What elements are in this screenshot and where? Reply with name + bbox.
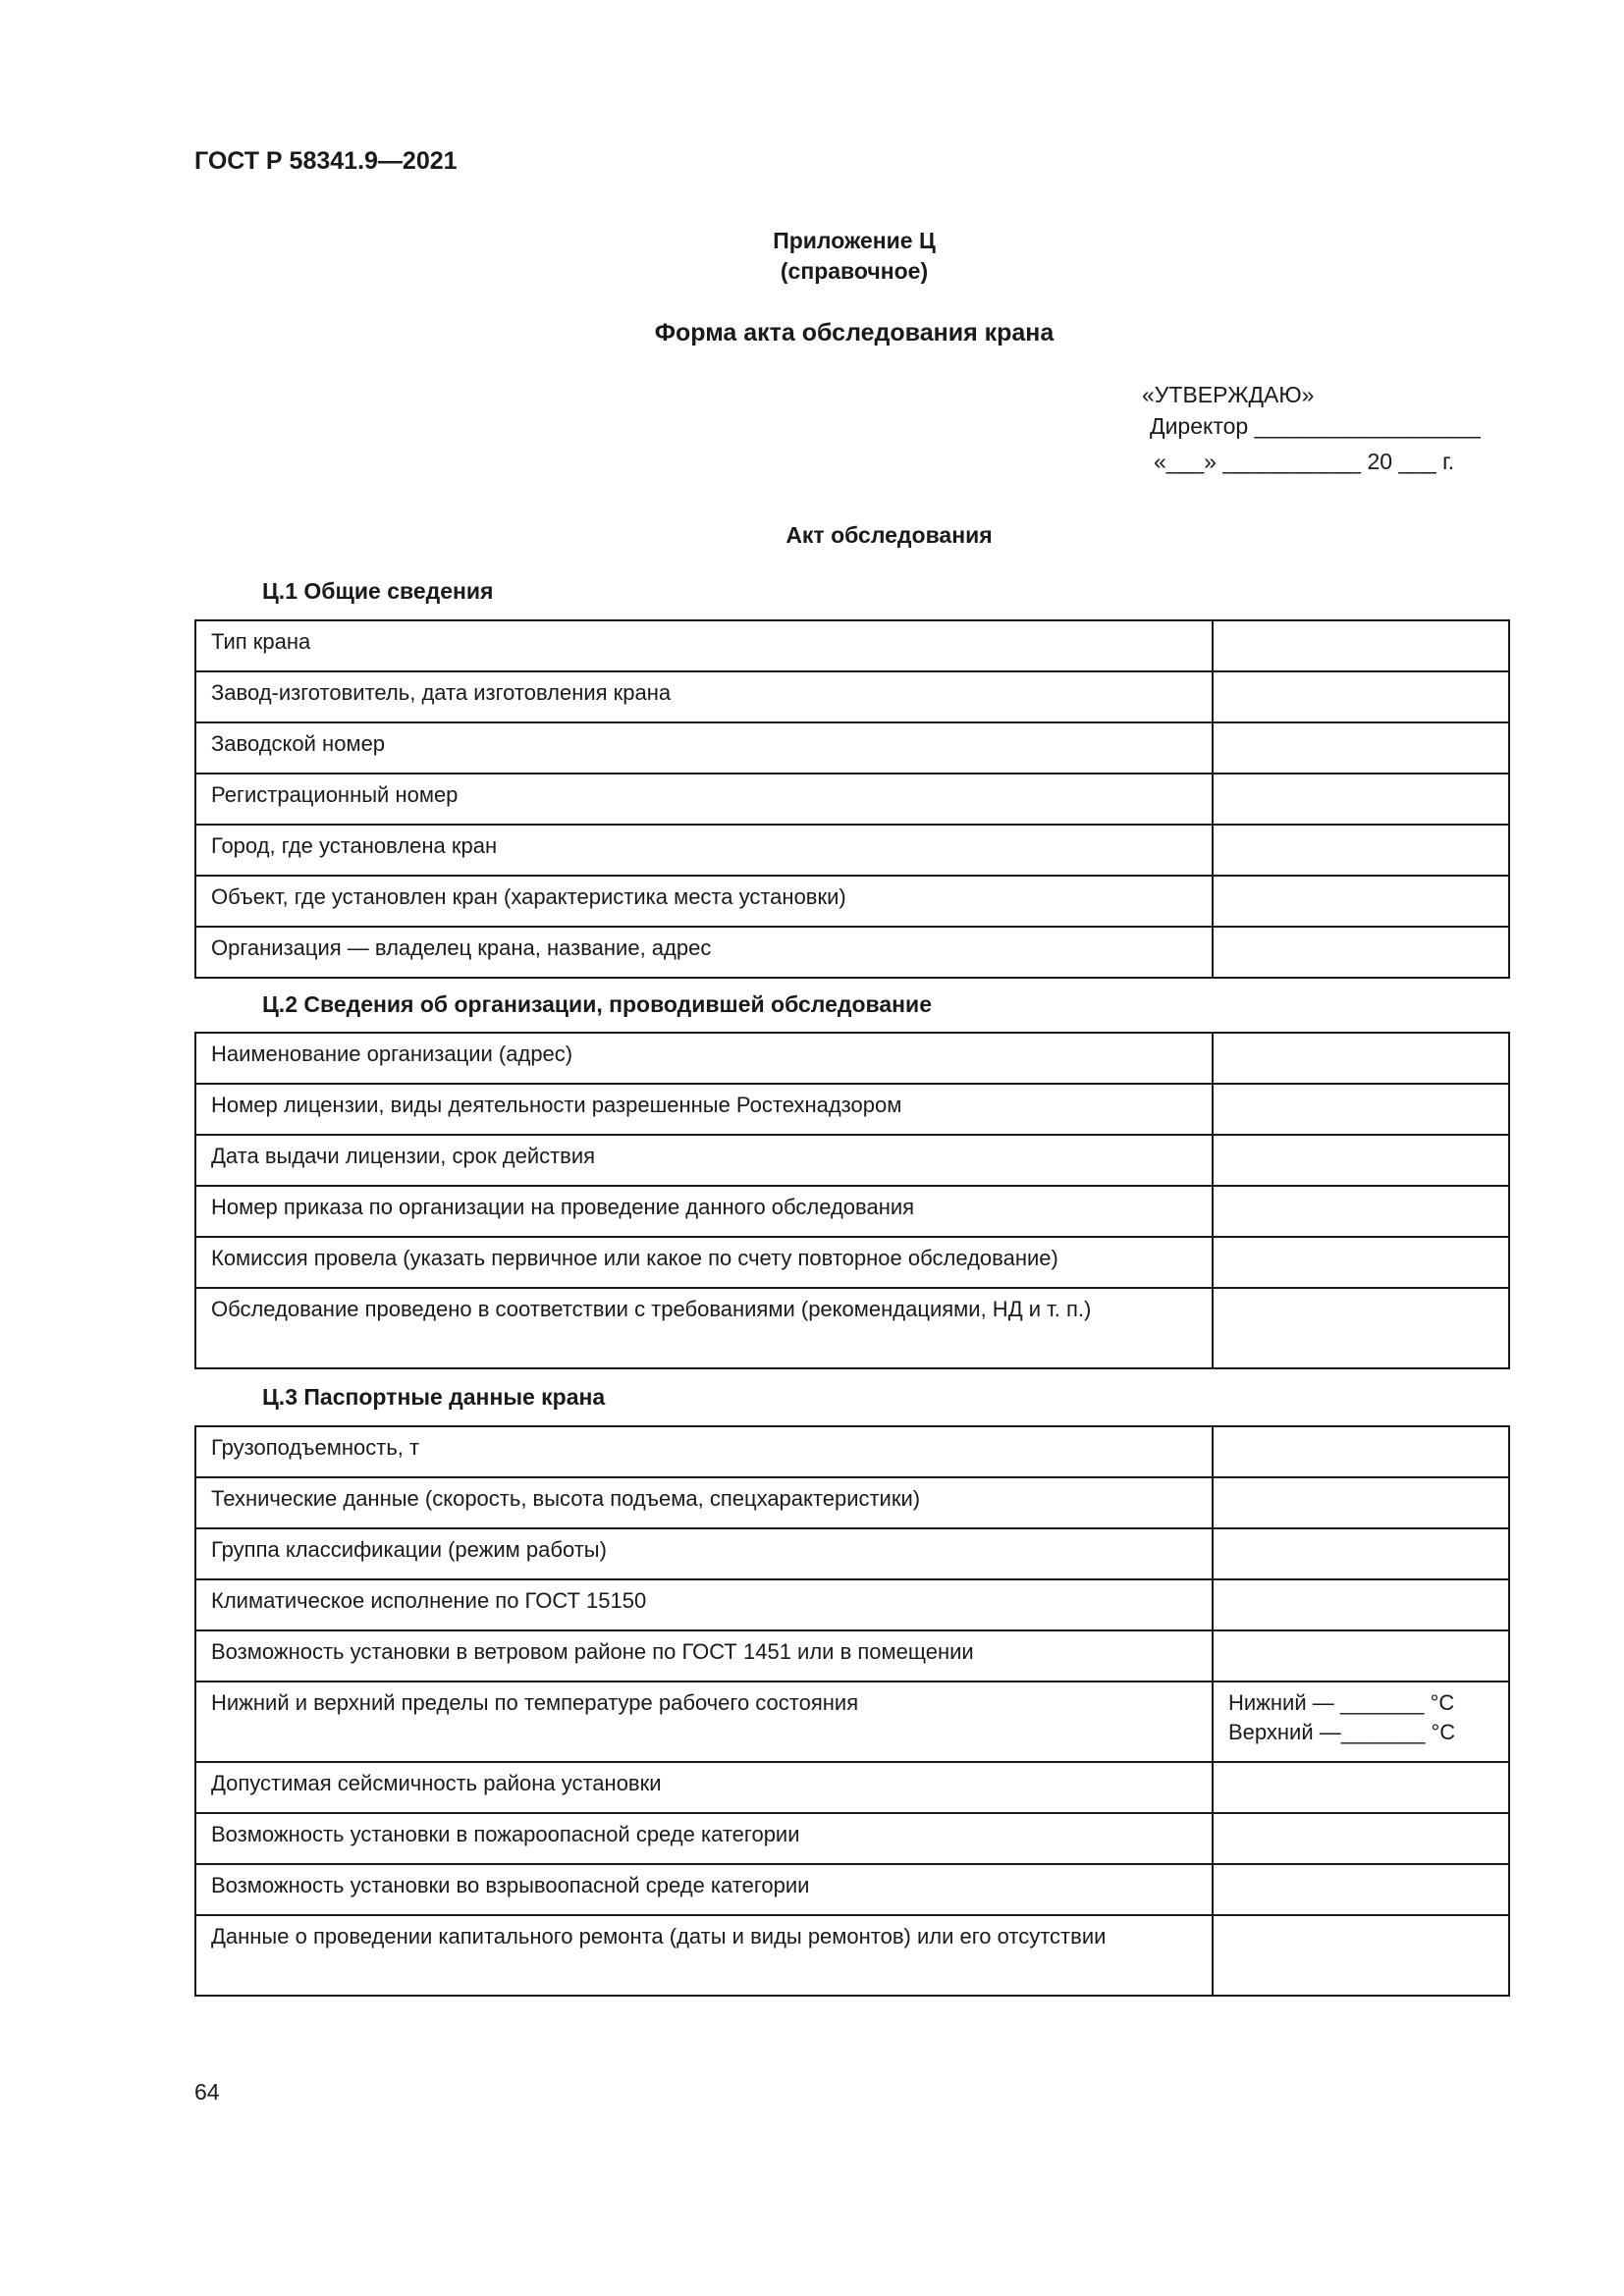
temperature-high-field: Верхний —_______ °С <box>1228 1720 1456 1744</box>
row-label: Группа классификации (режим работы) <box>195 1528 1213 1579</box>
appendix-title: Приложение Ц <box>773 228 936 253</box>
value-cell <box>1213 825 1509 876</box>
value-cell <box>1213 1762 1509 1813</box>
table-row <box>195 1477 1509 1528</box>
value-cell <box>1213 1135 1509 1186</box>
table-row <box>195 1762 1509 1813</box>
value-cell <box>1213 1813 1509 1864</box>
approval-director-line: Директор __________________ <box>1150 413 1481 439</box>
section-1-heading: Ц.1 Общие сведения <box>262 578 494 604</box>
table-row <box>195 1682 1509 1762</box>
table-row <box>195 671 1509 722</box>
section-1-table <box>194 619 1510 979</box>
value-cell <box>1213 1084 1509 1135</box>
value-cell <box>1213 927 1509 978</box>
row-label: Возможность установки в ветровом районе по ГОСТ 1451 или в помещении <box>195 1630 1213 1682</box>
value-cell <box>1213 620 1509 671</box>
act-title: Акт обследования <box>785 522 993 548</box>
table-row <box>195 1426 1509 1477</box>
value-cell <box>1213 1915 1509 1996</box>
table-row <box>195 1288 1509 1368</box>
value-cell <box>1213 1528 1509 1579</box>
value-cell <box>1213 1033 1509 1084</box>
approval-date-line: «___» ___________ 20 ___ г. <box>1154 449 1455 474</box>
row-label: Грузоподъемность, т <box>195 1426 1213 1477</box>
table-row <box>195 825 1509 876</box>
table-row <box>195 1033 1509 1084</box>
section-2-heading: Ц.2 Сведения об организации, проводившей обследование <box>262 991 932 1017</box>
row-label: Объект, где установлен кран (характеристика места установки) <box>195 876 1213 927</box>
table-row <box>195 1528 1509 1579</box>
value-cell <box>1213 774 1509 825</box>
table-row <box>195 927 1509 978</box>
temperature-low-field: Нижний — _______ °С <box>1228 1690 1455 1715</box>
approval-stamp: «УТВЕРЖДАЮ» <box>1142 382 1315 407</box>
value-cell <box>1213 1186 1509 1237</box>
value-cell <box>1213 1630 1509 1682</box>
table-row <box>195 620 1509 671</box>
row-label: Допустимая сейсмичность района установки <box>195 1762 1213 1813</box>
table-row <box>195 1135 1509 1186</box>
table-row <box>195 1237 1509 1288</box>
value-cell <box>1213 876 1509 927</box>
section-3-heading: Ц.3 Паспортные данные крана <box>262 1384 606 1410</box>
row-label: Регистрационный номер <box>195 774 1213 825</box>
table-row <box>195 1186 1509 1237</box>
table-row <box>195 1813 1509 1864</box>
value-cell <box>1213 1579 1509 1630</box>
section-3-table <box>194 1425 1510 1997</box>
page-number: 64 <box>194 2079 220 2105</box>
row-label: Номер лицензии, виды деятельности разрешенные Ростехнадзором <box>195 1084 1213 1135</box>
table-row <box>195 1579 1509 1630</box>
table-row <box>195 1630 1509 1682</box>
row-label: Климатическое исполнение по ГОСТ 15150 <box>195 1579 1213 1630</box>
row-label: Возможность установки в пожароопасной среде категории <box>195 1813 1213 1864</box>
row-label: Город, где установлена кран <box>195 825 1213 876</box>
table-row <box>195 1084 1509 1135</box>
row-label: Организация — владелец крана, название, адрес <box>195 927 1213 978</box>
table-row <box>195 1915 1509 1996</box>
row-label: Номер приказа по организации на проведение данного обследования <box>195 1186 1213 1237</box>
value-cell <box>1213 1237 1509 1288</box>
row-label: Данные о проведении капитального ремонта (даты и виды ремонтов) или его отсутствии <box>195 1915 1213 1996</box>
row-label: Технические данные (скорость, высота подъема, спецхарактеристики) <box>195 1477 1213 1528</box>
row-label: Завод-изготовитель, дата изготовления крана <box>195 671 1213 722</box>
row-label: Дата выдачи лицензии, срок действия <box>195 1135 1213 1186</box>
row-label: Нижний и верхний пределы по температуре рабочего состояния <box>195 1682 1213 1762</box>
document-code: ГОСТ Р 58341.9—2021 <box>194 147 458 175</box>
row-label: Возможность установки во взрывоопасной среде категории <box>195 1864 1213 1915</box>
row-label: Комиссия провела (указать первичное или какое по счету повторное обследование) <box>195 1237 1213 1288</box>
appendix-note: (справочное) <box>780 258 929 284</box>
table-row <box>195 876 1509 927</box>
row-label: Наименование организации (адрес) <box>195 1033 1213 1084</box>
table-row <box>195 722 1509 774</box>
row-label: Заводской номер <box>195 722 1213 774</box>
value-cell <box>1213 1426 1509 1477</box>
value-cell <box>1213 1864 1509 1915</box>
row-label: Тип крана <box>195 620 1213 671</box>
value-cell <box>1213 671 1509 722</box>
table-row <box>195 774 1509 825</box>
section-2-table <box>194 1032 1510 1369</box>
row-label: Обследование проведено в соответствии с требованиями (рекомендациями, НД и т. п.) <box>195 1288 1213 1368</box>
form-title: Форма акта обследования крана <box>654 319 1055 347</box>
value-cell <box>1213 1288 1509 1368</box>
temperature-range-cell <box>1213 1682 1509 1762</box>
value-cell <box>1213 722 1509 774</box>
value-cell <box>1213 1477 1509 1528</box>
table-row <box>195 1864 1509 1915</box>
